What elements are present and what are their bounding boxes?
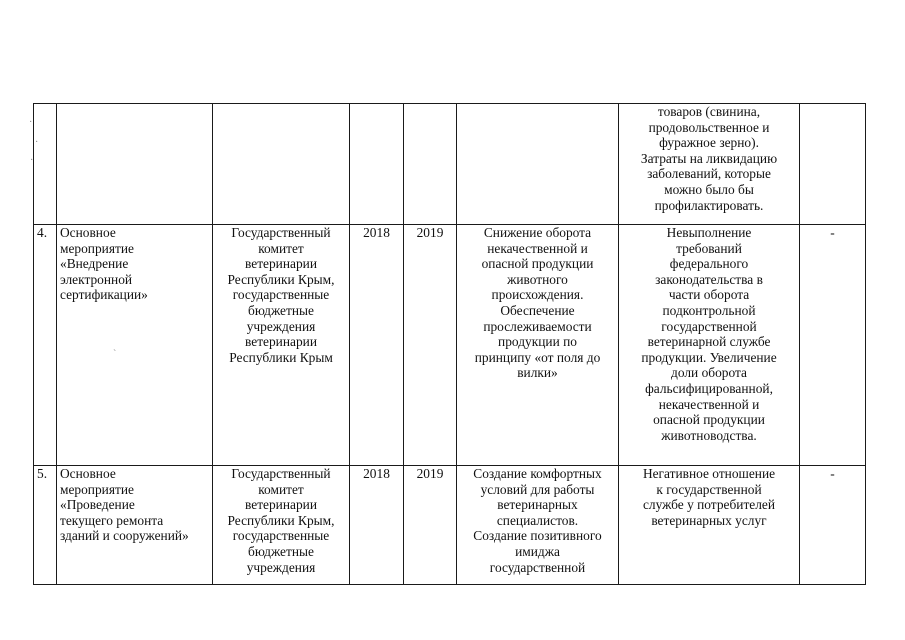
cell-executor xyxy=(213,104,350,225)
table-row-4 xyxy=(34,225,866,466)
cell-expected-result: Снижение оборота некачественной и опасной продукции животного происхождения. Обеспечение прослеживаемости продукции по принципу «от поля до вилки» xyxy=(457,225,619,466)
cell-executor: Государственный комитет ветеринарии Республики Крым, государственные бюджетные учреждения xyxy=(213,466,350,585)
cell-executor: Государственный комитет ветеринарии Республики Крым, государственные бюджетные учреждения ветеринарии Республики Крым xyxy=(213,225,350,466)
cell-number: 4. xyxy=(34,225,57,466)
cell-start-year: 2018 xyxy=(350,225,404,466)
table-row-5 xyxy=(34,466,866,585)
cell-end-year: 2019 xyxy=(404,466,457,585)
cell-expected-result: Создание комфортных условий для работы ветеринарных специалистов. Создание позитивного имиджа государственной xyxy=(457,466,619,585)
cell-activity-name: Основное мероприятие «Проведение текущего ремонта зданий и сооружений» xyxy=(57,466,213,585)
cell-number xyxy=(34,104,57,225)
cell-activity-name: Основное мероприятие «Внедрение электронной сертификации» xyxy=(57,225,213,466)
cell-link: - xyxy=(800,225,866,466)
cell-link xyxy=(800,104,866,225)
cell-expected-result xyxy=(457,104,619,225)
cell-end-year xyxy=(404,104,457,225)
cell-consequences: Негативное отношение к государственной службе у потребителей ветеринарных услуг xyxy=(619,466,800,585)
scan-speck: · xyxy=(35,137,39,148)
cell-consequences: товаров (свинина, продовольственное и фуражное зерно). Затраты на ликвидацию заболеваний, которые можно было бы профилактировать. xyxy=(619,104,800,225)
scan-speck: · xyxy=(30,155,34,166)
cell-link: - xyxy=(800,466,866,585)
activities-table xyxy=(33,103,866,585)
cell-consequences: Невыполнение требований федерального законодательства в части оборота подконтрольной государственной ветеринарной службе продукции. Увеличение доли оборота фальсифицированной, некачественной и опасной продукции животноводства. xyxy=(619,225,800,466)
cell-end-year: 2019 xyxy=(404,225,457,466)
scan-speck: ` xyxy=(113,349,117,360)
cell-start-year xyxy=(350,104,404,225)
cell-number: 5. xyxy=(34,466,57,585)
cell-start-year: 2018 xyxy=(350,466,404,585)
cell-activity-name xyxy=(57,104,213,225)
scan-speck: · xyxy=(29,117,33,128)
table-row-continuation xyxy=(34,104,866,225)
